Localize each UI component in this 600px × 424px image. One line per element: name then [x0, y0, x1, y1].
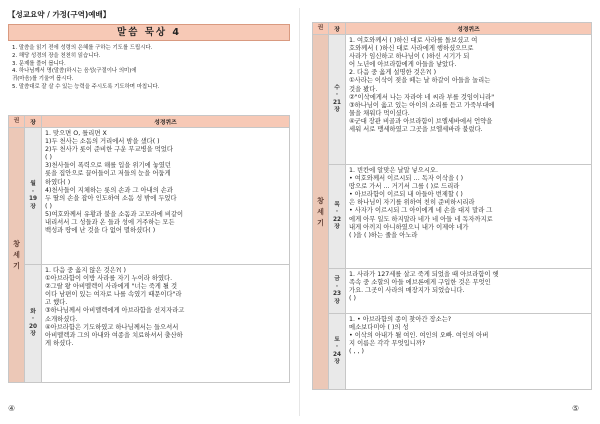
book-column-header: 권 [9, 116, 25, 128]
quiz-line: • 이삭의 아내가 될 여인. 여인의 오빠. 여인의 아버 [349, 332, 489, 340]
chapter-unit: 장 [334, 224, 340, 230]
quiz-line: 게 하셨다. [45, 339, 74, 347]
quiz-line: 1. 여호와께서 ( )하신 대로 사라를 돌보셨고 여 [349, 37, 478, 44]
quiz-line: ②"이삭에게서 나는 자라야 네 씨라 부를 것임이니라" [349, 93, 495, 101]
book-name: 창세기 [13, 239, 20, 270]
quiz-line: ( ) [45, 202, 52, 210]
quiz-cell [346, 269, 592, 314]
chapter-separator: · [31, 316, 35, 322]
quiz-line: 소개하셨다. [45, 315, 78, 323]
chapter-separator: · [335, 209, 339, 215]
chapter-unit: 장 [30, 203, 36, 210]
quiz-line: 호와께서 ( )하신 대로 사라에게 행하셨으므로 [349, 45, 474, 53]
quiz-cell [346, 165, 592, 269]
quiz-table [312, 22, 592, 390]
chapter-unit: 장 [334, 298, 340, 305]
instruction-item: 5. 말씀대로 잘 살 수 있는 능력을 주시도록 기도하며 마칩니다. [12, 83, 160, 90]
quiz-line: 내리셔서 그 성들과 온 들과 성에 거주하는 모든 [45, 219, 175, 227]
quiz-column-header: 성경퀴즈 [346, 23, 592, 35]
quiz-line: 족속 중 소할의 아들 에브론에게 구입한 것은 무엇인 [349, 279, 491, 287]
section-header-label: 【성교요약 / 가정(구역)예배】 [8, 10, 111, 19]
quiz-line: 4)천사들이 지체하는 롯의 손과 그 아내의 손과 [45, 186, 173, 194]
quiz-line: 세워 서로 맹세하였고 그곳을 브엘세바라 불렀다. [349, 126, 483, 134]
chapter-number: 24 [332, 351, 342, 358]
quiz-line: 롯을 집안으로 끌어들이고 저들의 눈을 어둡게 [45, 170, 171, 178]
quiz-line: • 여호와께서 이르시되 … 독자 이삭을 ( ) [349, 175, 464, 183]
quiz-line: 1. 빈칸에 알맞은 날말 넣으시오. [349, 167, 439, 174]
quiz-line: 두 딸의 손을 잡아 인도하여 소돔 성 밖에 두었다 [45, 194, 177, 202]
quiz-line: 가요. 그곳이 사라의 매장지가 되었습니다. [349, 287, 465, 295]
quiz-line: ( ) [45, 154, 52, 162]
day-label: 목 [334, 201, 340, 208]
chapter-cell [329, 165, 346, 269]
quiz-line: 1. • 아브라함의 종이 찾아간 장소는? [349, 316, 452, 323]
instructions-list [12, 45, 290, 92]
page-number: ④ [8, 404, 16, 413]
chapter-number: 22 [332, 216, 342, 223]
quiz-line: ③하나님께서 아비멜렉에게 아브라함을 선지자라고 [45, 307, 185, 315]
chapter-cell [25, 128, 42, 265]
quiz-line: 은 하나님이 자기를 위하여 친히 준비하시리라 [349, 199, 475, 207]
quiz-table [8, 115, 290, 383]
quiz-line: 에게 아무 일도 하지말라 네가 네 아들 네 독자까지로 [349, 215, 493, 223]
chapter-cell [329, 269, 346, 314]
quiz-line: ④아브라함은 기도하였고 하나님께서는 들으셔서 [45, 323, 179, 331]
quiz-line: 1. 사라가 127세를 살고 죽게 되었을 때 아브라함이 헷 [349, 271, 499, 278]
book-name-cell [313, 35, 329, 390]
chapter-number: 20 [28, 323, 38, 330]
quiz-line: 지 이름은 각각 무엇입니까? [349, 340, 426, 348]
quiz-line: 땅으로 가서 … 거기서 그를 ( )로 드리라 [349, 183, 460, 191]
book-name: 창세기 [317, 196, 324, 227]
book-column-header: 권 [313, 23, 329, 35]
quiz-line: 2)두 천사가 롯이 준비한 구운 무교병을 먹었다 [45, 146, 173, 154]
chapter-separator: · [335, 283, 339, 290]
quiz-line: 1)두 천사는 소돔의 거리에서 밤을 샜다( ) [45, 138, 160, 146]
day-label: 토 [334, 336, 340, 343]
chapter-number: 19 [28, 196, 38, 202]
quiz-line: ④군대 장관 비골과 아브라함이 브엘세바에서 언약을 [349, 117, 493, 125]
quiz-line: 3)천사들이 폭력으로 해를 입을 위기에 놓였던 [45, 162, 171, 170]
quiz-line: ①아브라함이 이방 사라를 자기 누이라 하였다. [45, 275, 173, 283]
quiz-line: 어 노년에 아브라함에게 아들을 낳았다. [349, 61, 457, 69]
quiz-cell [42, 265, 290, 383]
chapter-cell [25, 265, 42, 383]
quiz-line: 1. 다음 중 옳지 않은 것은?( ) [45, 267, 127, 274]
chapter-number: 21 [332, 99, 342, 106]
quiz-line: 고 했다. [45, 299, 68, 307]
quiz-line: 사라가 임신하고 하나님이 ( )하신 시기가 되 [349, 53, 470, 61]
quiz-line: 이다 남편이 있는 여자로 나를 속였기 때문이다"라 [45, 291, 182, 299]
quiz-line: • 사자가 이르시되 그 아이에게 네 손을 대지 말라 그 [349, 207, 493, 215]
page-divider [299, 8, 300, 416]
day-label: 월 [30, 181, 36, 187]
instruction-item: 4. 하나님께서 명(말씀)하시는 음성(구절이나 의미)에 [12, 68, 137, 75]
chapter-number: 23 [332, 291, 342, 297]
quiz-line: ( , , ) [349, 348, 364, 356]
instruction-item: 1. 말씀을 읽기 전에 성령의 은혜를 구하는 기도를 드립시다. [12, 45, 153, 51]
chapter-separator: · [335, 344, 339, 350]
book-name-cell [9, 128, 25, 383]
quiz-line: ( ) [349, 295, 356, 303]
quiz-cell [346, 314, 592, 390]
quiz-line: • 아브라함이 이르되 내 아들아 번제할 ( ) [349, 191, 463, 199]
chapter-unit: 장 [334, 107, 340, 113]
chapter-unit: 장 [30, 331, 36, 337]
right-page [304, 0, 600, 424]
chapter-separator: · [31, 188, 35, 195]
quiz-line: 5)여호와께서 유황과 불을 소돔과 고모라에 비같이 [45, 210, 184, 218]
quiz-line: 하였다( ) [45, 178, 71, 186]
instruction-item: 3. 문제를 풀어 봅니다. [12, 60, 66, 67]
quiz-line: ②그랄 왕 아비멜렉이 사라에게 "너는 죽게 될 것 [45, 283, 178, 291]
instruction-item: 귀(마음)를 기울여 봅시다. [12, 76, 74, 83]
quiz-line: ( )을 ( )하는 줄을 아노라 [349, 231, 418, 239]
day-label: 금 [334, 276, 340, 282]
quiz-line: ③하나님이 옳고 있는 아이의 소리를 듣고 가죽부대에 [349, 101, 495, 109]
chapter-column-header: 장 [25, 116, 42, 128]
quiz-line: 메소보다미아 ( )의 성 [349, 324, 409, 332]
chapter-unit: 장 [334, 359, 340, 365]
quiz-line: 1. 맞으면 O, 틀리면 X [45, 130, 107, 137]
quiz-line: 내게 아끼지 아니하였으니 내가 이제야 네가 [349, 223, 469, 231]
quiz-line: 2. 다음 중 옳게 설명한 것은?( ) [349, 69, 437, 77]
left-page [0, 0, 296, 424]
quiz-line: 물을 채워다 먹이셨다. [349, 109, 410, 117]
quiz-column-header: 성경퀴즈 [42, 116, 290, 128]
page-title: 말씀 묵상 4 [8, 24, 290, 41]
chapter-separator: · [335, 92, 339, 98]
quiz-line: 것을 봤다. [349, 85, 378, 93]
instruction-item: 2. 해당 성경의 장을 천천히 읽습니다. [12, 52, 101, 59]
day-label: 수 [334, 84, 340, 91]
quiz-cell [346, 35, 592, 165]
chapter-cell [329, 35, 346, 165]
quiz-line: 아비멜렉과 그의 아내와 여종을 치료하셔서 출산하 [45, 331, 183, 339]
quiz-line: ①사라는 이삭이 젖을 떼는 날 하갈이 아들을 놀리는 [349, 77, 491, 85]
day-label: 화 [30, 308, 36, 315]
quiz-line: 백성과 땅에 난 것을 다 없어 멸하셨다( ) [45, 227, 156, 235]
chapter-column-header: 장 [329, 23, 346, 35]
quiz-cell [42, 128, 290, 265]
chapter-cell [329, 314, 346, 390]
page-number: ⑤ [572, 404, 580, 413]
